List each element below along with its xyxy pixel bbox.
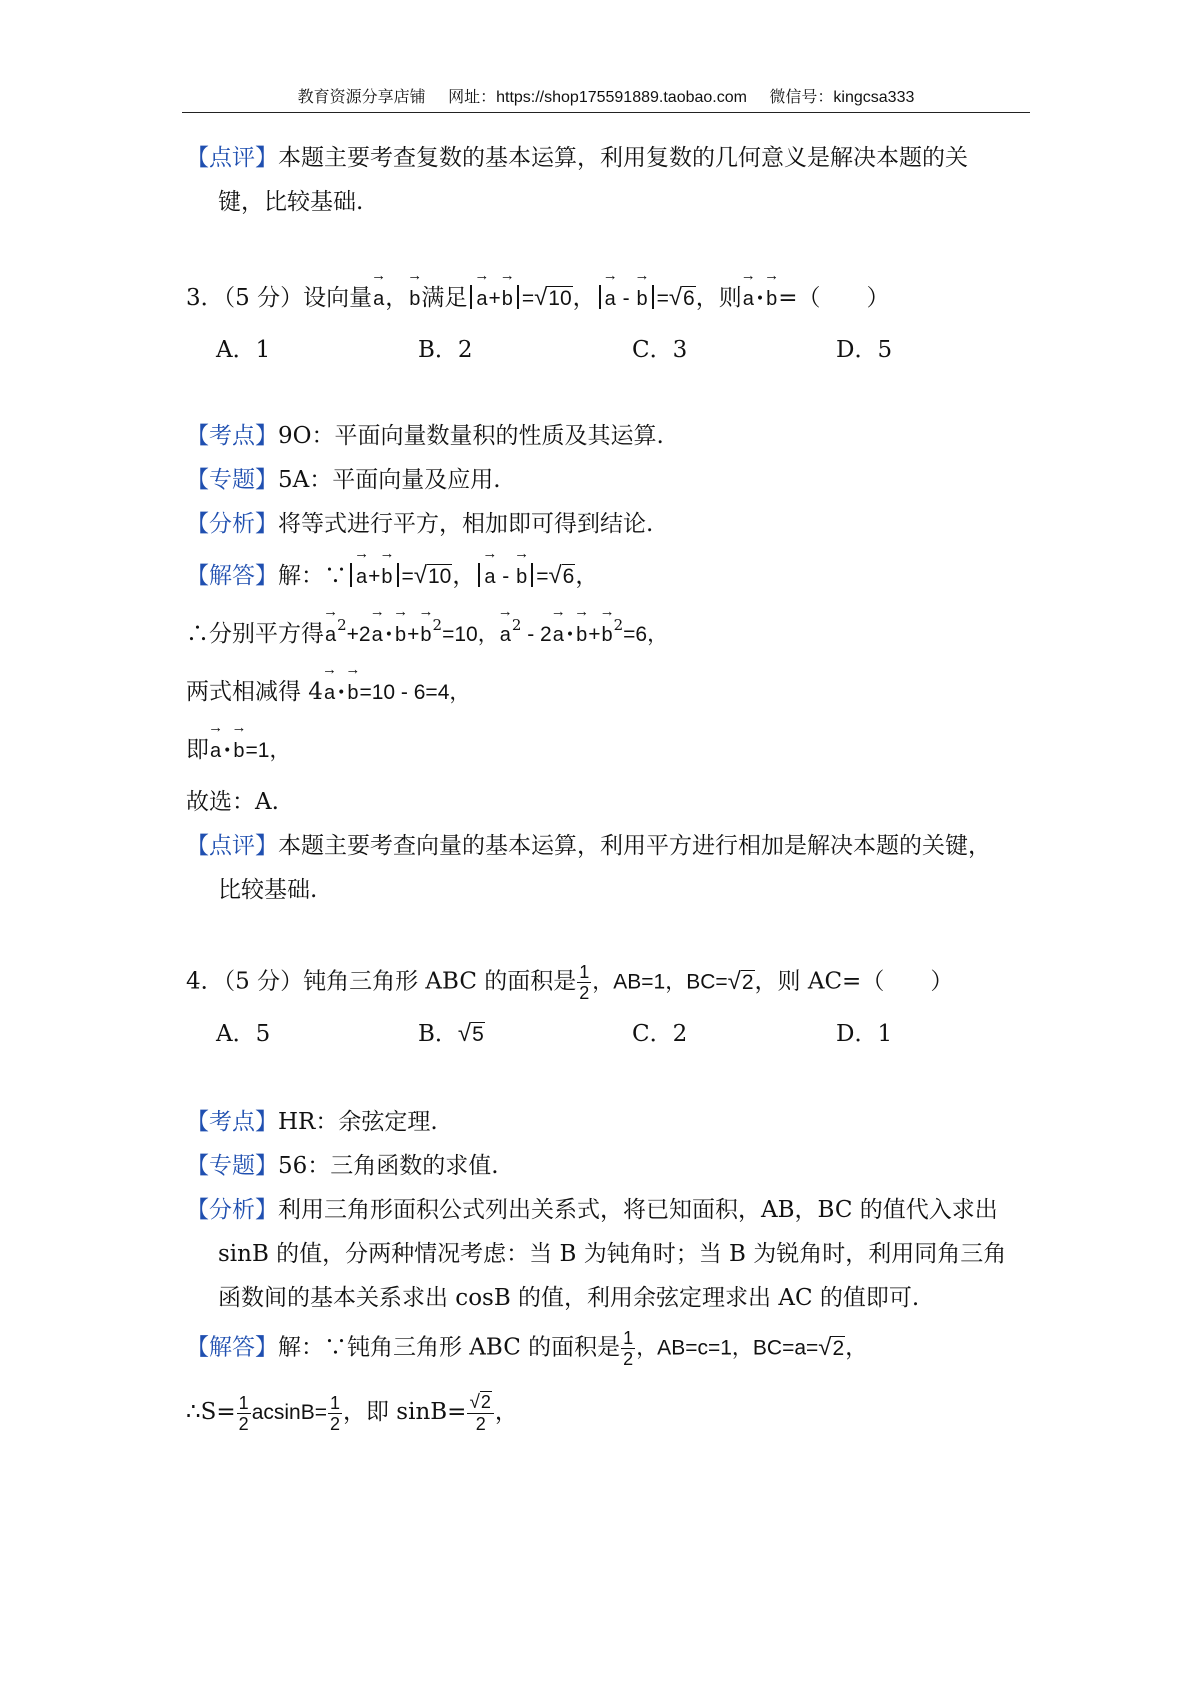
q4-fenxi-line1: 【分析】利用三角形面积公式列出关系式，将已知面积，AB，BC 的值代入求出	[186, 1197, 998, 1223]
sqrt-6: √6	[668, 284, 695, 311]
header-divider	[182, 112, 1030, 113]
q4-stem: 4．（5 分）钝角三角形 ABC 的面积是 $\frac{1}{2}$ ，AB=1，BC=√2，则 AC=（ ）	[186, 962, 954, 1003]
q3-jieda: 【解答】解：∵→ a+→ b =√10，→ a - → b =√6，	[186, 560, 598, 593]
header-wechat: 微信号：kingcsa333	[769, 89, 915, 106]
fraction-one-half: $\frac{1}{2}$	[579, 962, 590, 1003]
abs-bar	[470, 285, 472, 309]
q3-step3: 即→ a •→ b=1，	[186, 734, 290, 769]
q3-comment-line1: 【点评】本题主要考查向量的基本运算，利用平方进行相加是解决本题的关键，	[186, 833, 991, 859]
fraction-sqrt2-over-2: $\frac{√2}{2}$	[467, 1392, 493, 1434]
q3-kaodian: 【考点】9O：平面向量数量积的性质及其运算.	[186, 423, 664, 449]
vector-a: → a	[373, 283, 384, 315]
header-wechat-id: kingcsa333	[833, 89, 915, 106]
q4-option-c: C．2	[632, 1021, 688, 1047]
q3-stem: 3．（5 分）设向量→ a，→ b满足→ a+→ b =√10，→ a - → b =√6，则→ a •→ b=（ ）	[186, 282, 889, 317]
q4-option-d: D．1	[836, 1021, 893, 1047]
header-site: 网址：https://shop175591889.taobao.com	[448, 89, 747, 106]
q4-zhuanti: 【专题】56：三角函数的求值.	[186, 1153, 499, 1179]
q3-option-b: B．2	[418, 337, 473, 363]
q3-option-c: C．3	[632, 337, 688, 363]
header-site-url[interactable]: https://shop175591889.taobao.com	[496, 89, 747, 106]
top-comment-line2: 键，比较基础.	[218, 189, 364, 215]
q3-step2: 两式相减得 4→ a •→ b=10 - 6=4，	[186, 676, 470, 711]
sqrt-2: √2	[727, 967, 754, 995]
header-shop: 教育资源分享店铺	[297, 89, 426, 106]
top-comment-line1: 【点评】本题主要考查复数的基本运算，利用复数的几何意义是解决本题的关	[186, 145, 968, 171]
q4-option-b: B．√5	[418, 1020, 484, 1047]
q3-zhuanti: 【专题】5A：平面向量及应用.	[186, 467, 501, 493]
q4-fenxi-line2: sinB 的值，分两种情况考虑：当 B 为钝角时；当 B 为锐角时，利用同角三角	[218, 1241, 1007, 1267]
q4-kaodian: 【考点】HR：余弦定理.	[186, 1109, 438, 1135]
q4-fenxi-line3: 函数间的基本关系求出 cosB 的值，利用余弦定理求出 AC 的值即可.	[218, 1285, 920, 1311]
q3-choice: 故选：A.	[186, 789, 279, 815]
q3-step1: ∴分别平方得→ $a^2+2\to a$ •→ $b+\to b^2=10$，→ $a^2 - 2\to a$ •→ $b+\to b^2=6$，	[186, 618, 668, 653]
q3-option-a: A．1	[216, 337, 271, 363]
sqrt-10: √10	[534, 284, 572, 311]
vector-b: → b	[409, 283, 420, 315]
q4-jieda: 【解答】解：∵钝角三角形 ABC 的面积是 $\frac{1}{2}$ ，AB=c=1，BC=a=√2，	[186, 1328, 869, 1369]
q3-fenxi: 【分析】将等式进行平方，相加即可得到结论.	[186, 511, 654, 537]
q4-option-a: A．5	[216, 1021, 271, 1047]
q4-area-step: ∴S= $\frac{1}{2}$ acsinB= $\frac{1}{2}$ ，即 sinB= $\frac{√2}{2}$ ，	[186, 1392, 518, 1434]
q3-option-d: D．5	[836, 337, 893, 363]
q3-comment-line2: 比较基础.	[218, 877, 318, 903]
abs-bar	[517, 285, 519, 309]
page-header	[182, 84, 1030, 112]
comment-tag: 【点评】	[186, 145, 278, 171]
